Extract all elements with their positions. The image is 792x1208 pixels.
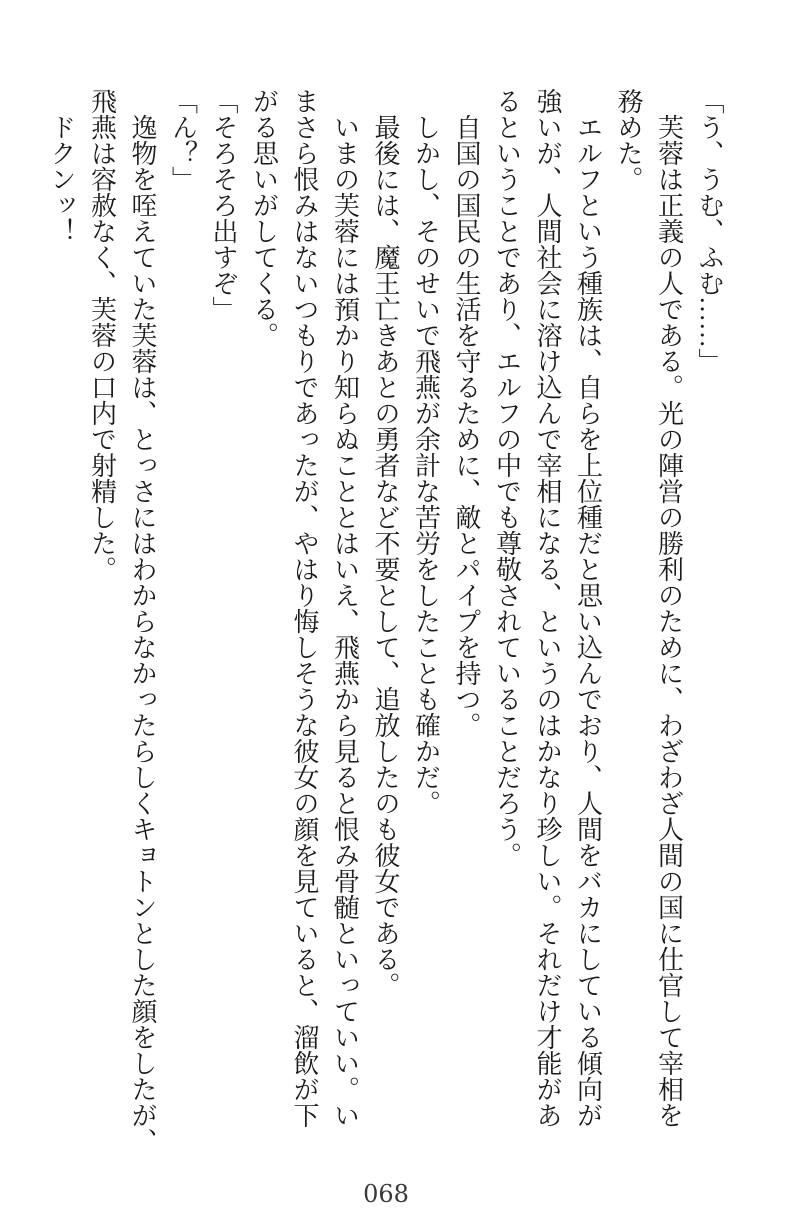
text-line: 最後には、魔王亡きあとの勇者など不要として、追放したのも彼女である。: [371, 88, 400, 998]
text-line: 飛燕は容赦なく、芙蓉の口内で射精した。: [87, 88, 117, 582]
text-line: ドクンッ！: [47, 88, 76, 244]
text-line: 「ん？」: [168, 88, 198, 192]
text-line: がる思いがしてくる。: [249, 88, 279, 348]
text-line: 自国の国民の生活を守るために、敵とパイプを持つ。: [452, 88, 481, 738]
text-line: 逸物を咥えていた芙蓉は、とっさにはわからなかったらしくキョトンとした顔をしたが、: [128, 88, 157, 1154]
text-line: しかし、そのせいで飛燕が余計な苦労をしたことも確かだ。: [411, 88, 441, 816]
text-line: まさら恨みはないつもりであったが、やはり悔しそうな彼女の顔を見ていると、溜飲が下: [290, 88, 319, 1128]
text-line: いまの芙蓉には預かり知らぬこととはいえ、飛燕から見ると恨み骨髄といっていい。い: [330, 88, 360, 1128]
text-line: 芙蓉は正義の人である。光の陣営の勝利のために、わざわざ人間の国に仕官して宰相を: [654, 88, 684, 1128]
text-line: 「う、うむ、ふむ……」: [695, 88, 724, 374]
vertical-text-block: [41, 88, 730, 1154]
text-line: エルフという種族は、自らを上位種だと思い込んでおり、人間をバカにしている傾向が: [573, 88, 603, 1128]
text-line: るということであり、エルフの中でも尊敬されていることだろう。: [492, 88, 522, 868]
text-line: 務めた。: [614, 88, 643, 192]
text-line: 「そろそろ出すぞ」: [209, 88, 238, 322]
page-number: 068: [363, 1180, 409, 1208]
text-line: 強いが、人間社会に溶け込んで宰相になる、というのはかなり珍しい。それだけ才能があ: [533, 88, 562, 1128]
